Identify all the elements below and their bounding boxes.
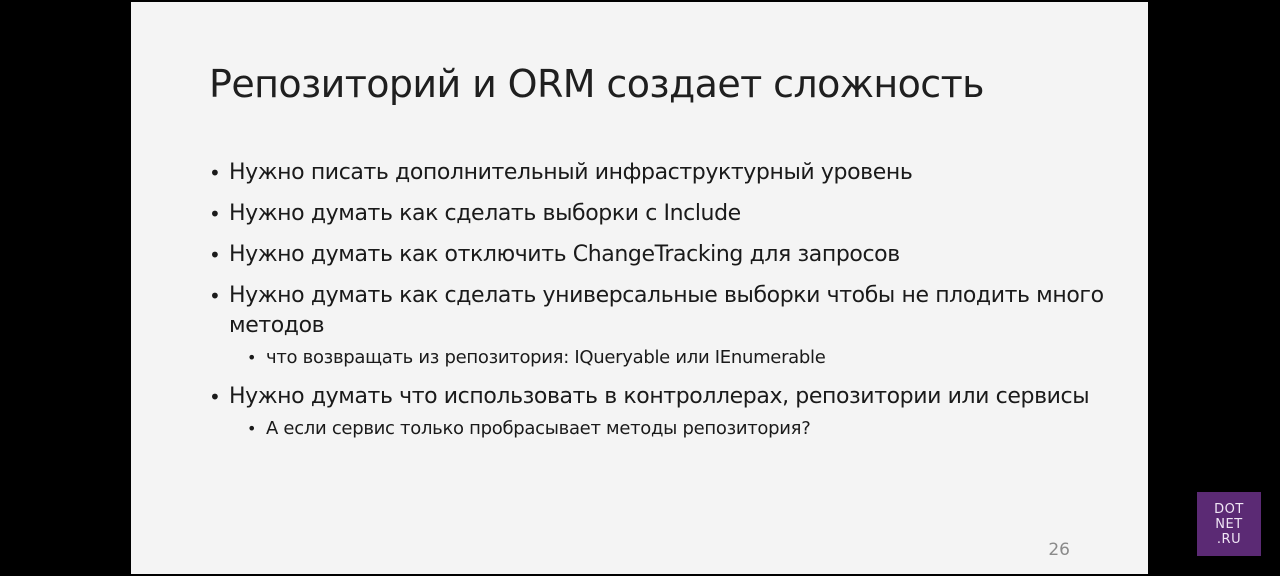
bullet-item [207,199,1107,229]
bullet-dot-icon: • [209,284,221,308]
bullet-dot-icon: • [209,161,221,185]
sub-bullet-dot-icon: • [247,348,257,367]
slide-page-number: 26 [1048,540,1070,560]
sub-bullet-item [247,416,1107,442]
bullet-text: Нужно думать как отключить ChangeTracking для запросов [229,242,900,267]
logo-text-line: NET [1215,516,1243,532]
presentation-slide [131,2,1148,574]
bullet-text: Нужно думать как сделать универсальные выборки чтобы не плодить много методов [229,283,1104,338]
bullet-text: Нужно думать что использовать в контроллерах, репозитории или сервисы [229,384,1090,409]
dotnet-ru-logo [1197,492,1261,556]
logo-text-line: .RU [1216,531,1242,547]
sub-bullet-dot-icon: • [247,419,257,438]
bullet-list [207,158,1107,453]
sub-bullet-list [229,345,1107,371]
sub-bullet-text: А если сервис только пробрасывает методы репозитория? [266,418,811,439]
sub-bullet-text: что возвращать из репозитория: IQueryable или IEnumerable [266,347,826,368]
logo-text-line: DOT [1214,501,1244,517]
bullet-dot-icon: • [209,202,221,226]
bullet-dot-icon: • [209,385,221,409]
sub-bullet-list [229,416,1107,442]
bullet-item [207,382,1107,442]
bullet-dot-icon: • [209,243,221,267]
slide-title: Репозиторий и ORM создает сложность [209,62,984,106]
bullet-text: Нужно думать как сделать выборки с Include [229,201,741,226]
bullet-text: Нужно писать дополнительный инфраструктурный уровень [229,160,913,185]
bullet-item [207,240,1107,270]
sub-bullet-item [247,345,1107,371]
bullet-item [207,281,1107,371]
bullet-item [207,158,1107,188]
